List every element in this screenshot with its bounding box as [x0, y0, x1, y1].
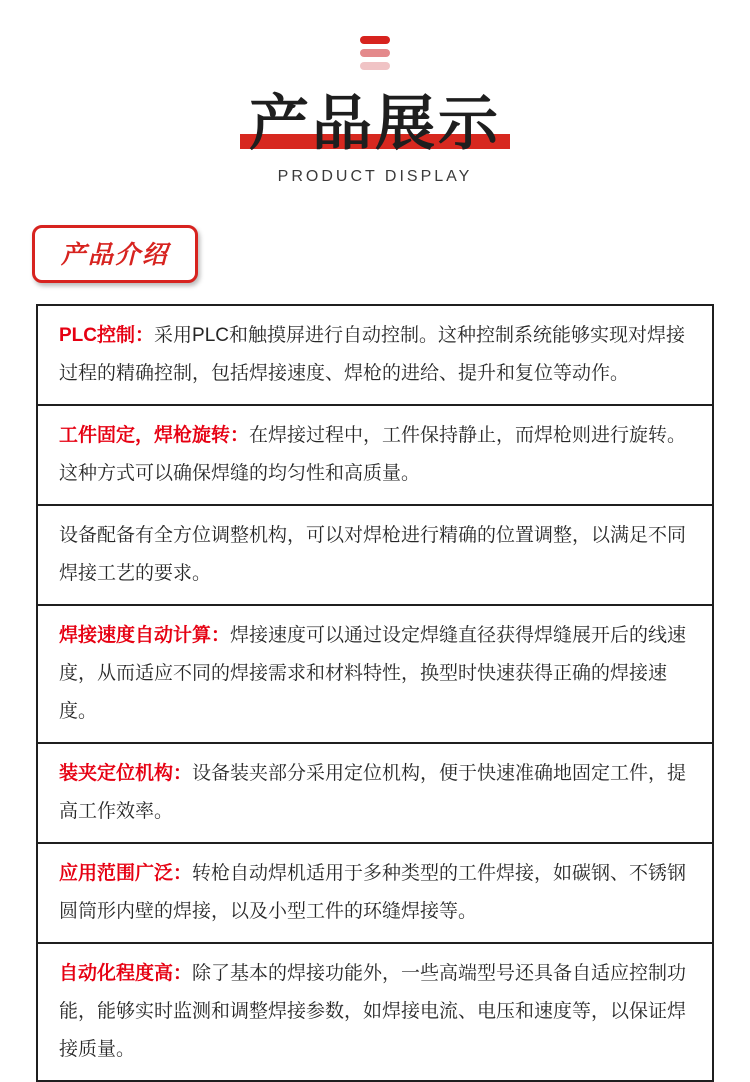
- feature-label: PLC控制：: [59, 325, 155, 346]
- feature-section-workpiece-fixed: [38, 406, 712, 506]
- feature-label: 工件固定，焊枪旋转：: [59, 425, 250, 446]
- feature-label: 装夹定位机构：: [59, 763, 193, 784]
- feature-text: 采用PLC和触摸屏进行自动控制。这种控制系统能够实现对焊接过程的精确控制，包括焊接速度、焊枪的进给、提升和复位等动作。: [59, 325, 685, 384]
- feature-box: [36, 304, 714, 1082]
- feature-text: 在焊接过程中，工件保持静止，而焊枪则进行旋转。这种方式可以确保焊缝的均匀性和高质量。: [59, 425, 687, 484]
- feature-section-clamp-positioning: [38, 744, 712, 844]
- feature-section-speed-auto-calc: [38, 606, 712, 744]
- bar-bottom: [360, 62, 390, 70]
- feature-label: 应用范围广泛：: [59, 863, 193, 884]
- feature-text: 焊接速度可以通过设定焊缝直径获得焊缝展开后的线速度，从而适应不同的焊接需求和材料特性，换型时快速获得正确的焊接速度。: [59, 625, 687, 722]
- feature-section-plc-control: [38, 306, 712, 406]
- feature-text: 设备装夹部分采用定位机构，便于快速准确地固定工件，提高工作效率。: [59, 763, 687, 822]
- feature-text: 设备配备有全方位调整机构，可以对焊枪进行精确的位置调整，以满足不同焊接工艺的要求。: [59, 525, 687, 584]
- feature-section-wide-application: [38, 844, 712, 944]
- product-intro-badge-label: 产品介绍: [61, 241, 170, 269]
- feature-section-high-automation: [38, 944, 712, 1080]
- page-title-wrap: [249, 92, 501, 155]
- feature-text: 除了基本的焊接功能外，一些高端型号还具备自适应控制功能，能够实时监测和调整焊接参数，如焊接电流、电压和速度等，以保证焊接质量。: [59, 963, 687, 1060]
- stacked-bars-icon: [360, 36, 390, 70]
- product-intro-badge: [32, 225, 198, 283]
- feature-text: 转枪自动焊机适用于多种类型的工件焊接，如碳钢、不锈钢圆筒形内壁的焊接，以及小型工件的环缝焊接等。: [59, 863, 687, 922]
- feature-label: 焊接速度自动计算：: [59, 625, 231, 646]
- page-subtitle: PRODUCT DISPLAY: [277, 168, 473, 185]
- bar-top: [360, 36, 390, 44]
- bar-middle: [360, 49, 390, 57]
- page-title: 产品展示: [249, 90, 501, 157]
- page-header: [0, 36, 750, 186]
- feature-section-adjustment-mechanism: [38, 506, 712, 606]
- feature-label: 自动化程度高：: [59, 963, 193, 984]
